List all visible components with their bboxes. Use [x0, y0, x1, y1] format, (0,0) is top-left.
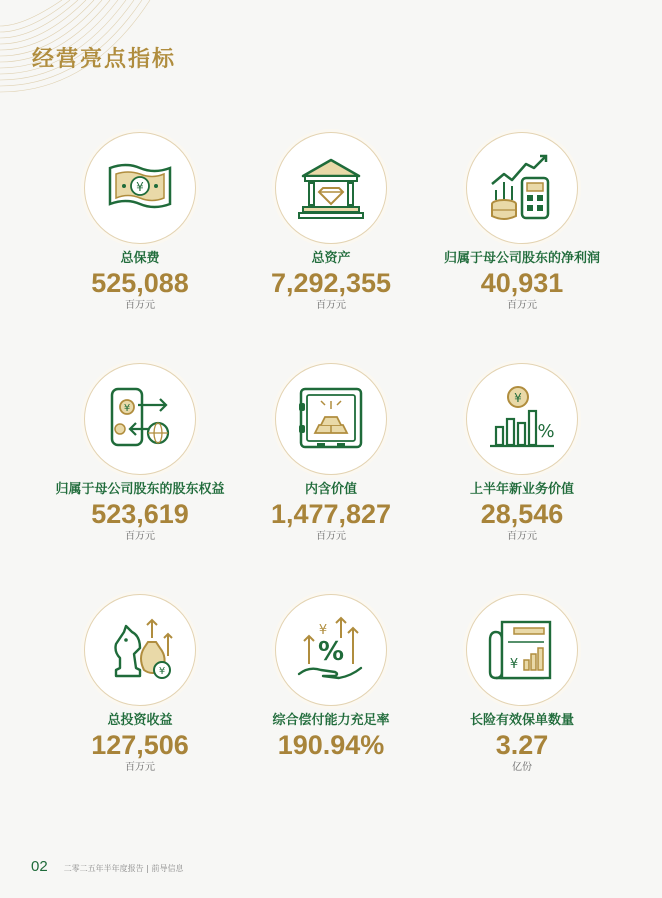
svg-text:¥: ¥	[136, 180, 144, 194]
svg-text:%: %	[537, 421, 555, 442]
metric-value: 523,619	[91, 499, 189, 529]
metric-unit: 百万元	[316, 300, 346, 311]
metric-value: 28,546	[480, 499, 564, 529]
icon-circle	[275, 132, 387, 244]
metric-total-assets	[221, 132, 441, 313]
footer-report-title: 二零二五年半年度报告 | 前导信息	[63, 864, 184, 873]
metric-new-business-value	[412, 363, 632, 544]
metric-label: 长险有效保单数量	[469, 713, 574, 728]
icon-circle	[275, 363, 387, 475]
metric-total-premium	[30, 132, 250, 313]
icon-circle	[466, 363, 578, 475]
metric-label: 综合偿付能力充足率	[272, 713, 390, 728]
metric-label: 内含价值	[304, 482, 357, 497]
metric-value: 190.94%	[277, 730, 385, 760]
metric-value: 3.27	[495, 730, 549, 760]
metric-unit: 百万元	[125, 300, 155, 311]
svg-text:¥: ¥	[514, 391, 522, 405]
icon-circle	[84, 132, 196, 244]
metric-value: 40,931	[480, 268, 564, 298]
page-title: 经营亮点指标	[32, 47, 177, 72]
metric-embedded-value	[221, 363, 441, 544]
metric-investment-income	[30, 594, 250, 775]
metric-unit: 百万元	[125, 531, 155, 542]
bank-building-diamond-icon	[295, 152, 367, 224]
svg-text:¥: ¥	[318, 623, 328, 638]
metric-unit: 百万元	[507, 531, 537, 542]
page-number: 02	[31, 858, 48, 875]
icon-circle	[84, 594, 196, 706]
metric-value: 127,506	[91, 730, 189, 760]
metric-value: 7,292,355	[270, 268, 392, 298]
icon-circle	[466, 594, 578, 706]
chess-knight-moneybag-icon	[104, 614, 176, 686]
metric-policies-in-force	[412, 594, 632, 775]
metric-unit: 百万元	[507, 300, 537, 311]
icon-circle	[84, 363, 196, 475]
svg-text:¥: ¥	[158, 666, 166, 677]
metric-value: 1,477,827	[270, 499, 392, 529]
banknote-yuan-icon	[104, 152, 176, 224]
document-chart-icon	[486, 614, 558, 686]
bar-chart-coin-percent-icon	[486, 383, 558, 455]
icon-circle	[275, 594, 387, 706]
metric-label: 总投资收益	[107, 713, 173, 728]
svg-text:¥: ¥	[123, 403, 131, 414]
svg-text:¥: ¥	[509, 657, 519, 672]
hand-percent-arrows-icon	[295, 614, 367, 686]
icon-circle	[466, 132, 578, 244]
metric-unit: 亿份	[512, 762, 532, 773]
metric-unit: 百万元	[125, 762, 155, 773]
metric-label: 归属于母公司股东的净利润	[443, 251, 600, 266]
metric-shareholders-equity	[30, 363, 250, 544]
metric-label: 上半年新业务价值	[469, 482, 574, 497]
growth-chart-calculator-coins-icon	[486, 152, 558, 224]
svg-text:%: %	[317, 637, 345, 667]
phone-transfer-yuan-icon	[104, 383, 176, 455]
metric-solvency-ratio	[221, 594, 441, 761]
metric-label: 归属于母公司股东的股东权益	[55, 482, 225, 497]
metric-net-profit	[412, 132, 632, 313]
metric-unit: 百万元	[316, 531, 346, 542]
metric-value: 525,088	[91, 268, 189, 298]
vault-gold-bars-icon	[295, 383, 367, 455]
page-footer	[31, 858, 183, 875]
metric-label: 总保费	[120, 251, 160, 266]
metric-label: 总资产	[311, 251, 351, 266]
